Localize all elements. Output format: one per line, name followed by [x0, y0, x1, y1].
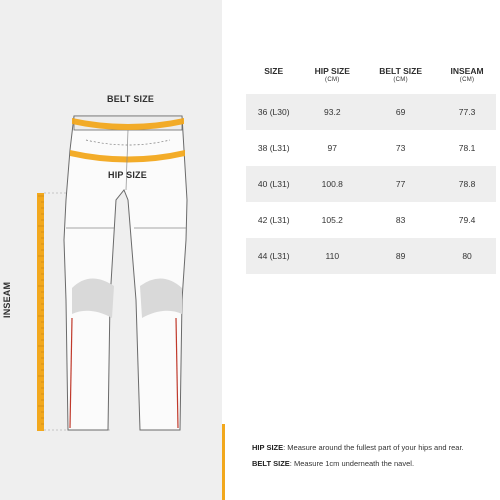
cell-inseam: 78.8: [438, 166, 496, 202]
table-row: [246, 130, 496, 166]
table-row: [246, 166, 496, 202]
measurement-notes: [222, 424, 500, 500]
cell-belt: 83: [395, 215, 406, 225]
header-inseam: INSEAM (CM): [450, 66, 484, 83]
cell-size: 44 (L31): [246, 238, 301, 274]
table-row: [246, 94, 496, 130]
cell-hip: 97: [327, 143, 338, 153]
cell-inseam: 79.4: [458, 215, 476, 225]
header-belt-size: BELT SIZE (CM): [379, 66, 423, 83]
header-size: SIZE: [264, 66, 284, 76]
pants-outline: [64, 116, 187, 430]
diagram-panel: [0, 0, 222, 500]
inseam-label: INSEAM: [2, 281, 12, 318]
belt-size-label: BELT SIZE: [107, 94, 155, 104]
cell-inseam: 78.1: [458, 143, 476, 153]
cell-size: 42 (L31): [257, 215, 290, 225]
header-hip-size: HIP SIZE (CM): [314, 66, 350, 83]
cell-size: 40 (L31): [246, 166, 301, 202]
note-belt-size: BELT SIZE: Measure 1cm underneath the navel.: [252, 459, 415, 468]
cell-hip: 105.2: [321, 215, 343, 225]
cell-belt: 73: [395, 143, 406, 153]
inseam-ruler: [37, 193, 44, 431]
pants-diagram: [0, 0, 222, 500]
note-hip-size: HIP SIZE: Measure around the fullest part of your hips and rear.: [252, 443, 464, 452]
table-row: [246, 238, 496, 274]
table-panel: [222, 0, 500, 500]
hip-size-label: HIP SIZE: [108, 170, 147, 180]
table-header: [246, 66, 496, 94]
table-row: [246, 202, 496, 238]
cell-inseam: 77.3: [438, 94, 496, 130]
cell-belt: 77: [363, 166, 438, 202]
cell-hip: 93.2: [301, 94, 363, 130]
cell-size: 36 (L30): [246, 94, 301, 130]
cell-inseam: 80: [438, 238, 496, 274]
cell-belt: 69: [363, 94, 438, 130]
cell-hip: 110: [301, 238, 363, 274]
notes-accent-bar: [222, 424, 225, 500]
cell-belt: 89: [363, 238, 438, 274]
size-table: [246, 66, 496, 274]
cell-size: 38 (L31): [257, 143, 290, 153]
cell-hip: 100.8: [301, 166, 363, 202]
